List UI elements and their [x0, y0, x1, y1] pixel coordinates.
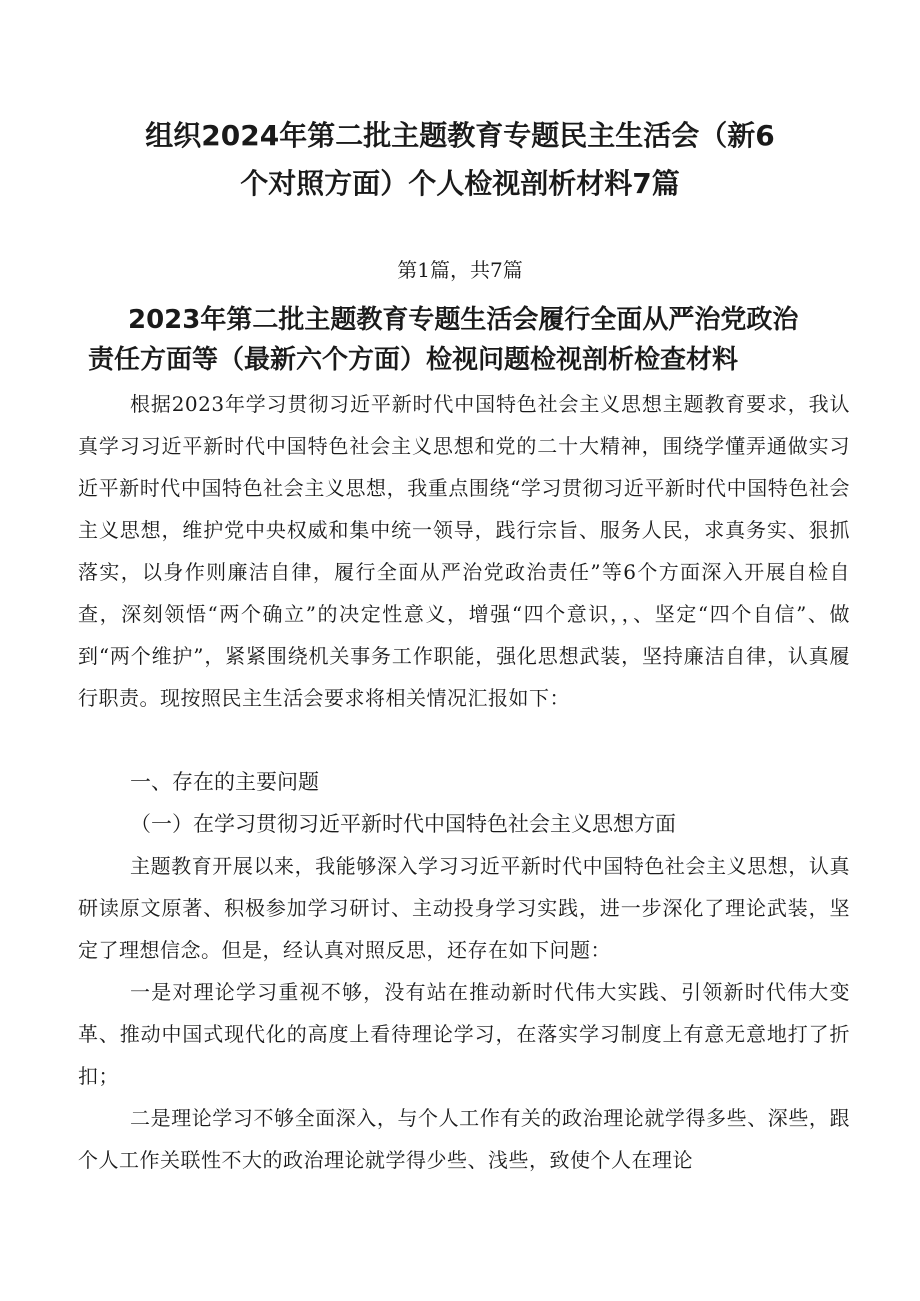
article-title-line-1: 2023年第二批主题教育专题生活会履行全面从严治党政治 [128, 305, 799, 335]
problem-paragraph-2: 二是理论学习不够全面深入，与个人工作有关的政治理论就学得多些、深些，跟个人工作关联性不大的政治理论就学得少些、浅些，致使个人在理论 [78, 1106, 850, 1172]
article-title [78, 300, 848, 380]
problem-paragraph-1: 一是对理论学习重视不够，没有站在推动新时代伟大实践、引领新时代伟大变革、推动中国式现代化的高度上看待理论学习，在落实学习制度上有意无意地打了折扣； [78, 980, 850, 1088]
subsection-heading: （一）在学习贯彻习近平新时代中国特色社会主义思想方面 [130, 812, 676, 836]
article-counter: 第1篇，共7篇 [397, 258, 523, 282]
document-title-line-2: 个对照方面）个人检视剖析材料7篇 [240, 167, 680, 200]
section-heading: 一、存在的主要问题 [130, 770, 319, 794]
document-title [80, 112, 840, 208]
study-paragraph: 主题教育开展以来，我能够深入学习习近平新时代中国特色社会主义思想，认真研读原文原著、积极参加学习研讨、主动投身学习实践，进一步深化了理论武装，坚定了理想信念。但是，经认真对照反思，还存在如下问题： [78, 854, 850, 962]
document-title-line-1: 组织2024年第二批主题教育专题民主生活会（新6 [145, 119, 775, 152]
article-title-line-2: 责任方面等（最新六个方面）检视问题检视剖析检查材料 [88, 345, 739, 375]
intro-paragraph: 根据2023年学习贯彻习近平新时代中国特色社会主义思想主题教育要求，我认真学习习近平新时代中国特色社会主义思想和党的二十大精神，围绕学懂弄通做实习近平新时代中国特色社会主义思想，我重点围绕“学习贯彻习近平新时代中国特色社会主义思想，维护党中央权威和集中统一领导，践行宗旨、服务人民，求真务实、狠抓落实，以身作则廉洁自律，履行全面从严治党政治责任”等6个方面深入开展自检自查，深刻领悟“两个确立”的决定性意义，增强“四个意识，，、坚定“四个自信”、做到“两个维护”，紧紧围绕机关事务工作职能，强化思想武装，坚持廉洁自律，认真履行职责。现按照民主生活会要求将相关情况汇报如下： [78, 392, 850, 710]
